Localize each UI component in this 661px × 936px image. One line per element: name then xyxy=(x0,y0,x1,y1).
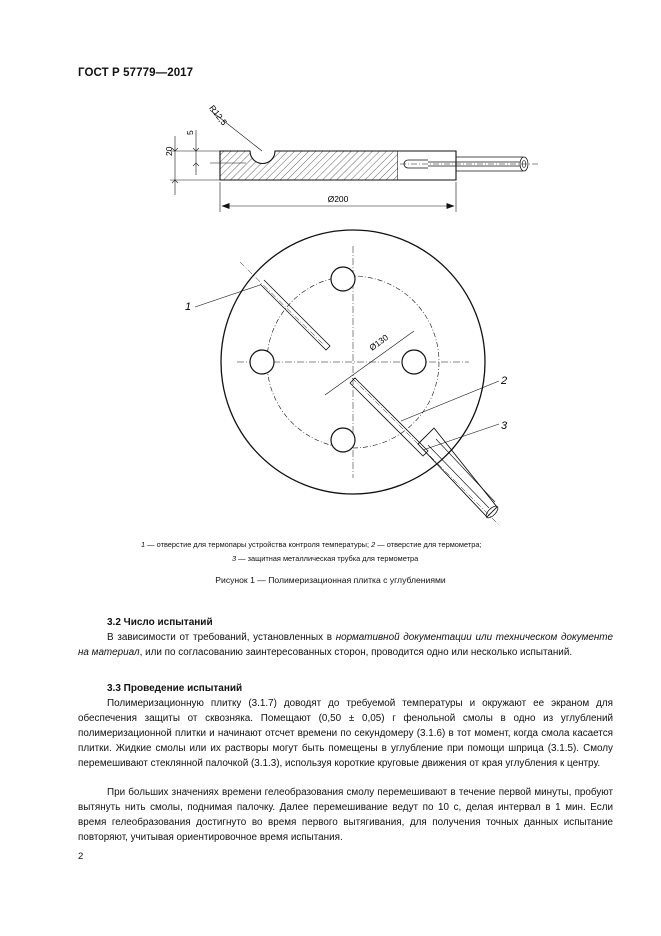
callout-3: 3 xyxy=(501,420,508,432)
plan-view xyxy=(185,230,508,526)
para-3-2-part3: , или по согласованию заинтересованных сторон, проводится одно или несколько испытаний. xyxy=(139,646,573,658)
dim-radius: R12,5 xyxy=(207,103,230,128)
plate-section-hatched xyxy=(220,151,398,180)
document-header: ГОСТ Р 57779—2017 xyxy=(78,67,194,79)
para-3-2-part1: В зависимости от требований, установленных в xyxy=(107,632,336,643)
dim-depth: 5 xyxy=(185,130,195,135)
section-heading-3-2: 3.2 Число испытаний xyxy=(107,617,213,628)
para-3-3a-text: Полимеризационную плитку (3.1.7) доводят до требуемой температуры и окружают ее экраном для обеспечения защиты от сквозняка. Помещают (0,50 ± 0,05) г фенольной смолы в одно из углублений полимеризационной плитки и начинают отсчет времени по секундомеру (3.1.6) в тот момент, когда смола касается плитки. Жидкие смолы или их растворы могут быть помещены в углубление при помощи шприца (3.1.5). Смолу перемешивают стеклянной палочкой (3.1.3), используя короткие круговые движения от края углубления к центру. xyxy=(78,698,613,769)
paragraph-3-3a xyxy=(78,697,613,772)
figure-legend xyxy=(110,538,580,566)
dim-circle-diameter: Ø130 xyxy=(367,332,391,353)
recess-bottom xyxy=(331,428,355,452)
recess-left xyxy=(250,350,274,374)
page-number: 2 xyxy=(78,851,84,862)
recess-top xyxy=(331,267,355,291)
legend-text-2: — отверстие для термометра; xyxy=(375,540,482,549)
plate-body-right xyxy=(398,151,456,180)
section-view xyxy=(164,103,538,212)
figure-caption: Рисунок 1 — Полимеризационная плитка с углублениями xyxy=(215,575,446,585)
thermometer-hole-and-tube xyxy=(350,378,500,526)
recess-right xyxy=(402,350,426,374)
para-3-2-italic: нормативной документации или техническом документе на материал xyxy=(78,632,613,658)
paragraph-3-2 xyxy=(78,631,613,661)
legend-num-3: 3 xyxy=(232,554,237,563)
legend-num-2: 2 xyxy=(371,540,376,549)
para-3-3b-text: При больших значениях времени гелеобразования смолу перемешивают в течение первой минуты, пробуют вытянуть нить смолы, поднимая палочку. Далее перемешивание ведут по 10 с, делая интервал в 1 мин. Если время гелеобразования достигнуто во время первого вытягивания, для получения точных данных испытание повторяют, учитывая ориентировочное время испытания. xyxy=(78,787,613,843)
legend-num-1: 1 xyxy=(141,540,146,549)
callout-1: 1 xyxy=(185,301,192,313)
paragraph-3-3b xyxy=(78,786,613,846)
legend-text-3: — защитная металлическая трубка для термометра xyxy=(236,554,419,563)
dim-thickness: 20 xyxy=(164,146,174,156)
section-heading-3-3: 3.3 Проведение испытаний xyxy=(107,683,243,694)
legend-text-1: — отверстие для термопары устройства контроля температуры; xyxy=(145,540,372,549)
dim-diameter: Ø200 xyxy=(327,194,349,204)
callout-2: 2 xyxy=(501,375,508,387)
